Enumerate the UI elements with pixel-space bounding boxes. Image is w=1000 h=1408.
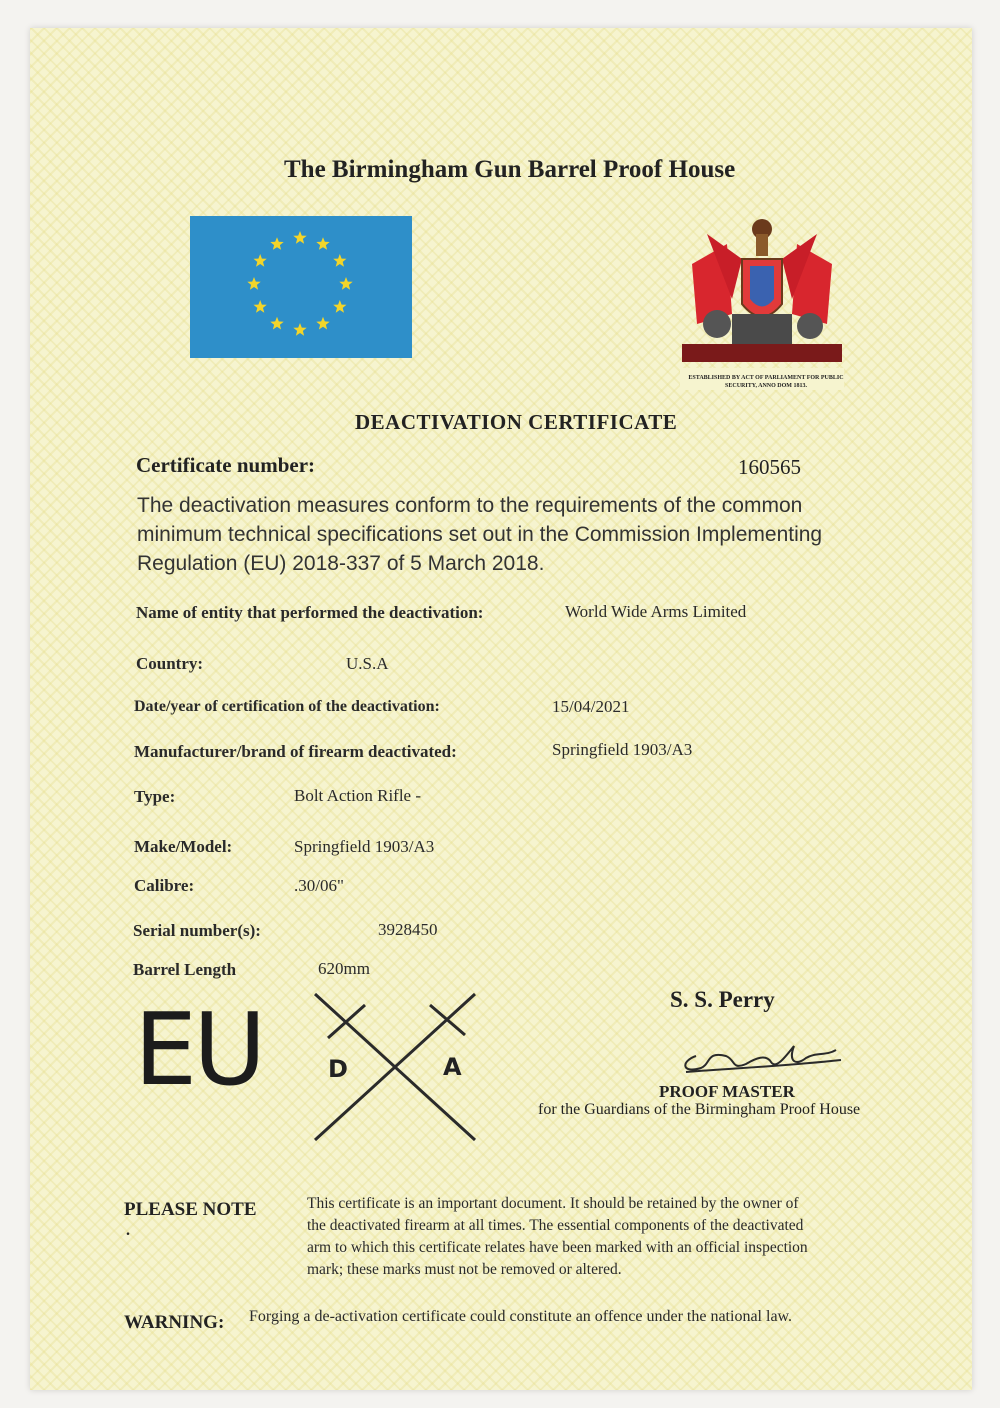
statement-line-1: The deactivation measures conform to the requirements of the common [137,494,803,517]
make-model-label: Make/Model: [134,837,233,856]
calibre-label: Calibre: [134,876,195,895]
serial-value: 3928450 [378,920,438,939]
page-title: The Birmingham Gun Barrel Proof House [284,156,736,183]
eu-star [293,323,306,336]
crest-motto: ESTABLISHED BY ACT OF PARLIAMENT FOR PUBLIC SECURITY, ANNO DOM 1813. [688,375,844,389]
manufacturer-value: Springfield 1903/A3 [552,740,693,759]
country-label: Country: [136,654,204,673]
barrel-length-label: Barrel Length [133,960,237,979]
eu-star [333,254,346,267]
certificate-number-label: Certificate number: [136,453,316,477]
eu-star [339,277,352,290]
eu-star [316,317,329,330]
eu-star [270,317,283,330]
make-model-value: Springfield 1903/A3 [294,837,435,856]
type-label: Type: [134,787,176,806]
please-note-dot: . [126,1222,130,1239]
note-line-4: mark; these marks must not be removed or altered. [307,1261,622,1278]
signatory-subtitle: for the Guardians of the Birmingham Proof House [538,1101,861,1118]
barrel-length-value: 620mm [318,959,370,978]
note-line-1: This certificate is an important document. It should be retained by the owner of [307,1195,799,1212]
type-value: Bolt Action Rifle - [294,786,422,805]
manufacturer-label: Manufacturer/brand of firearm deactivated: [134,742,457,761]
eu-star [254,300,267,313]
warning-text: Forging a de-activation certificate could constitute an offence under the national law. [249,1308,793,1325]
eu-star [333,300,346,313]
eu-star [270,237,283,250]
date-value: 15/04/2021 [552,697,630,716]
warning-label: WARNING: [124,1312,225,1333]
eu-mark: EU [134,991,263,1108]
date-label: Date/year of certification of the deactivation: [134,698,440,715]
mark-letter-d: D [328,1055,348,1083]
eu-star [247,277,260,290]
country-value: U.S.A [346,654,389,673]
note-line-2: the deactivated firearm at all times. The essential components of the deactivated [307,1217,804,1234]
certificate-number-value: 160565 [738,455,801,479]
entity-label: Name of entity that performed the deactivation: [136,603,484,622]
eu-star [254,254,267,267]
signatory-title: PROOF MASTER [659,1082,795,1101]
certificate-heading: DEACTIVATION CERTIFICATE [355,410,678,434]
entity-value: World Wide Arms Limited [565,602,747,621]
note-line-3: arm to which this certificate relates have been marked with an official inspection [307,1239,808,1256]
eu-star [293,231,306,244]
serial-label: Serial number(s): [133,921,261,940]
proof-house-crest-icon [672,204,852,394]
signatory-name: S. S. Perry [670,987,775,1012]
statement-line-3: Regulation (EU) 2018-337 of 5 March 2018. [137,552,545,575]
please-note-label: PLEASE NOTE [124,1199,257,1220]
deactivation-mark-icon [310,990,480,1145]
calibre-value: .30/06" [294,876,344,895]
eu-flag-icon [190,216,412,358]
mark-letter-a: A [443,1053,462,1081]
statement-line-2: minimum technical specifications set out in the Commission Implementing [137,523,823,546]
handwritten-signature [676,1036,846,1081]
eu-star [316,237,329,250]
